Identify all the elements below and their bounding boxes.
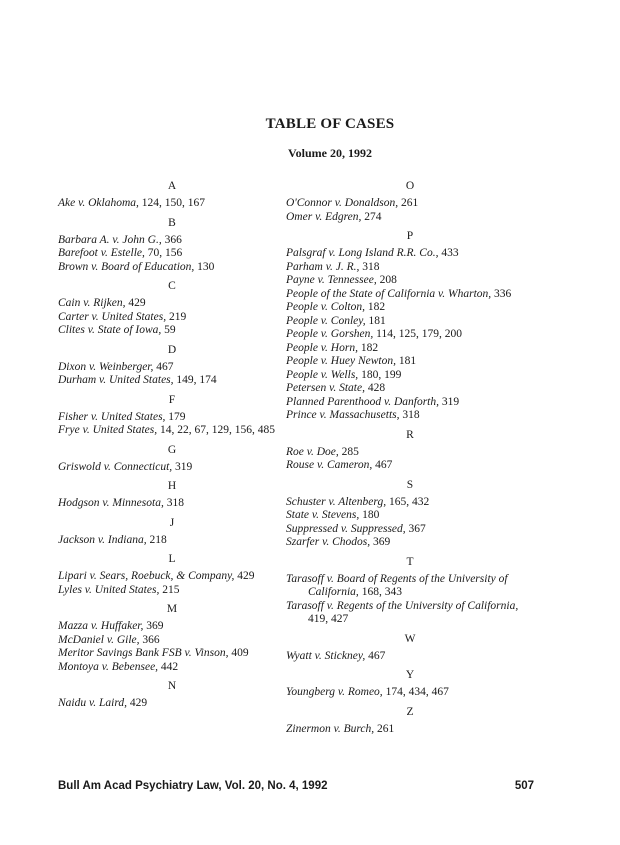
case-pages: 366 (139, 633, 160, 646)
case-pages: 219 (166, 310, 187, 323)
case-entry-continuation (286, 586, 534, 600)
section-letter: S (406, 478, 414, 491)
case-pages: 70, 156 (144, 247, 183, 259)
case-pages: 181 (395, 355, 417, 367)
page-title: TABLE OF CASES (265, 116, 395, 132)
case-name: Dixon v. Weinberger, (58, 360, 154, 373)
case-pages: 367 (405, 522, 426, 535)
section-letter: P (406, 230, 414, 242)
case-name: People v. Huey Newton, (286, 355, 396, 367)
section-letter: Y (405, 669, 415, 681)
case-pages: 149, 174 (173, 374, 217, 386)
case-name: O'Connor v. Donaldson, (286, 197, 399, 209)
case-entry (286, 723, 534, 737)
case-name: Barefoot v. Estelle, (58, 247, 145, 259)
case-name: Payne v. Tennessee, (286, 274, 377, 286)
case-name: People v. Gorshen, (286, 328, 374, 340)
case-name: Rouse v. Cameron, (286, 459, 373, 471)
case-name: People of the State of California v. Wharton, (286, 287, 492, 300)
section-letter: J (169, 516, 175, 529)
case-name: McDaniel v. Gile, (58, 633, 140, 646)
case-pages: 182 (365, 301, 386, 313)
case-pages: 319 (439, 395, 460, 408)
case-name: Hodgson v. Minnesota, (58, 497, 164, 509)
case-entry (286, 328, 534, 342)
case-pages: 318 (399, 409, 420, 421)
section-letter: N (167, 680, 177, 692)
case-entry (58, 634, 286, 648)
section-letter: D (167, 343, 177, 356)
case-name: Griswold v. Connecticut, (58, 460, 173, 473)
case-name: Jackson v. Indiana, (58, 533, 147, 546)
left-column (58, 174, 286, 711)
case-pages: 130 (194, 260, 215, 273)
case-pages: 409 (228, 647, 249, 659)
case-pages: 429 (127, 697, 148, 709)
case-name: Wyatt v. Stickney, (286, 649, 366, 662)
case-entry (58, 234, 286, 248)
right-column (286, 174, 534, 736)
case-pages: 168, 343 (358, 586, 402, 598)
case-name: Petersen v. State, (286, 382, 365, 394)
section-letter: O (405, 180, 415, 192)
case-pages: 467 (153, 360, 174, 373)
case-name: Barbara A. v. John G., (58, 233, 162, 246)
case-name: People v. Horn, (286, 341, 358, 354)
case-name: Cain v. Rijken, (58, 297, 126, 309)
case-name-continuation: California, (308, 586, 359, 598)
case-name: Montoya v. Bebensee, (58, 660, 159, 673)
section-letter: L (168, 553, 176, 565)
case-pages: 14, 22, 67, 129, 156, 485 (157, 424, 275, 436)
case-entry (58, 584, 286, 598)
case-entry (58, 620, 286, 634)
case-pages: 428 (364, 382, 386, 394)
case-name: Naidu v. Laird, (58, 697, 128, 709)
case-name: Ake v. Oklahoma, (58, 197, 139, 209)
case-name: Szarfer v. Chodos, (286, 536, 371, 548)
case-entry (286, 288, 534, 302)
case-entry (286, 274, 534, 288)
section-letter: B (168, 216, 176, 229)
case-name: Brown v. Board of Education, (58, 260, 195, 273)
case-name: State v. Stevens, (286, 509, 360, 521)
case-entry (58, 497, 286, 511)
case-entry (58, 411, 286, 425)
case-pages: 218 (146, 533, 167, 546)
case-entry (286, 211, 534, 225)
case-pages: 59 (161, 324, 176, 336)
case-pages: 429 (125, 297, 146, 309)
case-entry (58, 311, 286, 325)
case-name: Carter v. United States, (58, 310, 167, 323)
case-name: Palsgraf v. Long Island R.R. Co., (286, 247, 439, 259)
case-entry (58, 647, 286, 661)
case-pages: 318 (163, 497, 184, 509)
section-letter: G (167, 443, 177, 456)
section-letter: Z (406, 705, 414, 718)
case-entry (286, 409, 534, 423)
case-entry (58, 461, 286, 475)
section-letter: F (168, 393, 176, 406)
case-entry (286, 247, 534, 261)
case-pages: 180, 199 (358, 368, 402, 381)
case-entry (58, 570, 286, 584)
case-entry (286, 301, 534, 315)
case-entry (58, 424, 286, 438)
case-pages: 336 (491, 287, 512, 300)
case-pages: 274 (361, 210, 382, 223)
case-entry-continuation (286, 613, 534, 627)
case-entry (286, 355, 534, 369)
case-pages: 174, 434, 467 (382, 686, 449, 698)
case-pages: 261 (398, 197, 419, 209)
case-name: Clites v. State of Iowa, (58, 324, 162, 336)
case-name: Tarasoff v. Regents of the University of California, (286, 599, 519, 612)
case-name: Omer v. Edgren, (286, 210, 362, 223)
case-entry (286, 600, 534, 614)
case-name: Suppressed v. Suppressed, (286, 522, 406, 535)
case-entry (286, 573, 534, 587)
case-entry (58, 697, 286, 711)
case-pages: 215 (159, 583, 180, 596)
case-pages: 114, 125, 179, 200 (373, 328, 462, 340)
case-entry (58, 197, 286, 211)
case-entry (286, 496, 534, 510)
case-entry (286, 342, 534, 356)
case-entry (286, 446, 534, 460)
case-pages: 318 (359, 260, 380, 273)
case-entry (286, 523, 534, 537)
case-pages: 433 (438, 247, 459, 259)
case-entry (286, 369, 534, 383)
case-entry (286, 261, 534, 275)
case-entry (286, 686, 534, 700)
case-entry (286, 396, 534, 410)
case-entry (286, 509, 534, 523)
case-pages: 261 (374, 722, 395, 735)
case-pages: 165, 432 (386, 495, 430, 508)
case-name: Lipari v. Sears, Roebuck, & Company, (58, 570, 235, 582)
page-number: 507 (514, 780, 534, 792)
case-entry (58, 247, 286, 261)
case-pages: 429 (234, 570, 255, 582)
section-letter: A (167, 180, 177, 192)
case-pages: 467 (372, 459, 393, 471)
case-pages: 319 (172, 460, 193, 473)
case-name: People v. Wells, (286, 368, 359, 381)
case-entry (286, 459, 534, 473)
case-pages: 369 (370, 536, 391, 548)
case-pages: 419, 427 (308, 613, 349, 625)
case-name: Lyles v. United States, (58, 583, 160, 596)
case-name: Mazza v. Huffaker, (58, 620, 144, 632)
case-pages: 369 (143, 620, 164, 632)
case-name: Youngberg v. Romeo, (286, 686, 383, 698)
case-entry (58, 324, 286, 338)
section-letter: W (404, 632, 416, 645)
section-letter: C (168, 280, 176, 292)
case-entry (58, 261, 286, 275)
case-entry (58, 661, 286, 675)
case-pages: 124, 150, 167 (138, 197, 206, 209)
case-pages: 366 (161, 233, 182, 246)
case-name: Meritor Savings Bank FSB v. Vinson, (58, 647, 229, 659)
case-entry (58, 361, 286, 375)
case-name: Planned Parenthood v. Danforth, (286, 395, 439, 408)
section-letter: R (406, 428, 414, 441)
case-entry (286, 382, 534, 396)
case-name: Zinermon v. Burch, (286, 722, 375, 735)
case-name: Roe v. Doe, (286, 445, 339, 458)
case-entry (286, 197, 534, 211)
case-entry (286, 536, 534, 550)
journal-citation: Bull Am Acad Psychiatry Law, Vol. 20, No. 4, 1992 (58, 780, 328, 792)
volume-subtitle: Volume 20, 1992 (288, 146, 372, 160)
case-entry (286, 315, 534, 329)
case-name: Prince v. Massachusetts, (286, 409, 400, 421)
case-pages: 181 (365, 314, 386, 327)
case-name: Schuster v. Altenberg, (286, 495, 387, 508)
section-letter: T (406, 555, 414, 568)
case-pages: 285 (338, 445, 359, 458)
case-name: Durham v. United States, (58, 374, 174, 386)
case-pages: 467 (365, 649, 386, 662)
case-name: Fisher v. United States, (58, 410, 166, 423)
section-letter: H (167, 480, 177, 492)
case-pages: 208 (376, 274, 397, 286)
case-name: People v. Colton, (286, 301, 365, 313)
case-pages: 182 (357, 341, 379, 354)
case-name: Frye v. United States, (58, 424, 158, 436)
case-name: Tarasoff v. Board of Regents of the University of (286, 572, 508, 585)
case-entry (58, 374, 286, 388)
case-entry (58, 297, 286, 311)
case-pages: 442 (158, 660, 179, 673)
case-pages: 179 (165, 410, 186, 423)
case-name: People v. Conley, (286, 314, 366, 327)
case-pages: 180 (359, 509, 380, 521)
case-entry (58, 534, 286, 548)
case-name: Parham v. J. R., (286, 260, 360, 273)
section-letter: M (166, 603, 178, 615)
case-entry (286, 650, 534, 664)
